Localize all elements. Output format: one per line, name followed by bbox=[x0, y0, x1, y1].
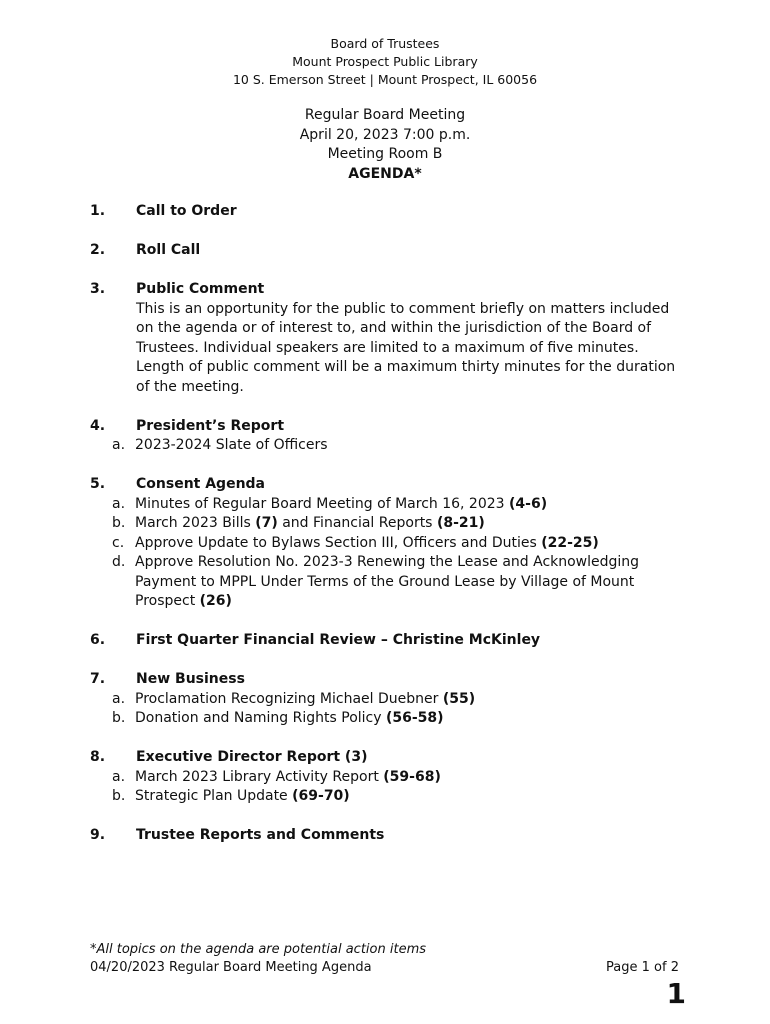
agenda-item bbox=[90, 475, 690, 612]
footer-page-of: Page 1 of 2 bbox=[606, 960, 679, 975]
agenda-item bbox=[90, 202, 690, 222]
agenda-item-title: Trustee Reports and Comments bbox=[136, 827, 385, 843]
subitem-text: Strategic Plan Update bbox=[135, 788, 293, 804]
agenda-item-number: 7. bbox=[90, 671, 106, 687]
subitem-letter: b. bbox=[112, 788, 126, 804]
subitem-text: March 2023 Bills bbox=[135, 515, 256, 531]
agenda-item-number: 1. bbox=[90, 203, 106, 219]
agenda-item-number: 8. bbox=[90, 749, 106, 765]
subitem-letter: b. bbox=[112, 710, 126, 726]
agenda-item-number: 3. bbox=[90, 281, 106, 297]
page-reference: (55) bbox=[442, 690, 476, 707]
subitem-text: Approve Resolution No. 2023-3 Renewing the Lease and Acknowledging Payment to MPPL Under Terms of the Ground Lease by Village of Mount Prospect bbox=[135, 554, 640, 609]
agenda-item-title: Roll Call bbox=[136, 242, 201, 258]
org-name: Board of Trustees bbox=[330, 36, 440, 51]
subitem-text: Approve Update to Bylaws Section III, Officers and Duties bbox=[135, 534, 542, 551]
subitem-text: Minutes of Regular Board Meeting of March 16, 2023 bbox=[135, 495, 510, 512]
agenda-item-number: 5. bbox=[90, 476, 106, 492]
page-number: 1 bbox=[666, 977, 686, 1010]
agenda-item-title: Consent Agenda bbox=[136, 476, 266, 492]
agenda-item-number: 6. bbox=[90, 632, 106, 648]
subitem-letter: a. bbox=[112, 690, 126, 707]
subitem-text: Donation and Naming Rights Policy bbox=[135, 710, 386, 726]
agenda-title: AGENDA* bbox=[348, 165, 422, 182]
agenda-item-title: Call to Order bbox=[136, 203, 237, 219]
agenda-item-number: 9. bbox=[90, 827, 106, 843]
document-header bbox=[0, 35, 770, 184]
agenda-subitem bbox=[90, 534, 690, 554]
subitem-letter: c. bbox=[112, 534, 125, 551]
subitem-letter: d. bbox=[112, 554, 126, 570]
page-reference: (7) bbox=[255, 515, 278, 531]
agenda-item bbox=[90, 241, 690, 261]
agenda-item bbox=[90, 670, 690, 729]
agenda-item-description: This is an opportunity for the public to comment briefly on matters included on the agenda or of interest to, and within the jurisdiction of the Board of Trustees. Individual speakers are limited to a maximum of five minutes. Length of public comment will be a maximum thirty minutes for the duration of the meeting. bbox=[136, 300, 676, 395]
agenda-item bbox=[90, 280, 690, 397]
agenda-item-title: Executive Director Report (3) bbox=[136, 749, 368, 765]
library-address: 10 S. Emerson Street | Mount Prospect, IL 60056 bbox=[232, 72, 538, 87]
agenda-item bbox=[90, 631, 690, 651]
agenda-item bbox=[90, 826, 690, 846]
footer-note: *All topics on the agenda are potential action items bbox=[90, 942, 427, 957]
page-reference: (56-58) bbox=[385, 710, 444, 726]
agenda-item-number: 2. bbox=[90, 242, 106, 258]
meeting-date-time: April 20, 2023 7:00 p.m. bbox=[299, 126, 471, 143]
page-reference: (26) bbox=[199, 593, 232, 609]
subitem-letter: a. bbox=[112, 495, 126, 512]
subitem-text: 2023-2024 Slate of Officers bbox=[135, 437, 328, 453]
agenda-item bbox=[90, 417, 690, 456]
agenda-item-title: President’s Report bbox=[136, 417, 285, 434]
agenda-item-title: Public Comment bbox=[136, 281, 265, 297]
agenda-item-title: New Business bbox=[136, 671, 245, 687]
subitem-letter: a. bbox=[112, 768, 126, 785]
library-name: Mount Prospect Public Library bbox=[292, 54, 478, 69]
agenda-item bbox=[90, 748, 690, 807]
page-reference: (4-6) bbox=[509, 495, 548, 512]
meeting-type: Regular Board Meeting bbox=[304, 107, 466, 123]
page-reference: (59-68) bbox=[383, 768, 441, 785]
agenda-subitem bbox=[90, 436, 690, 456]
subitem-letter: a. bbox=[112, 437, 126, 453]
subitem-text: and Financial Reports bbox=[277, 515, 437, 531]
page-reference: (69-70) bbox=[292, 788, 350, 804]
page-reference: (8-21) bbox=[436, 515, 485, 531]
agenda-subitem bbox=[90, 768, 690, 788]
agenda-subitem bbox=[90, 787, 690, 807]
subitem-text: March 2023 Library Activity Report bbox=[135, 768, 384, 785]
agenda-subitem bbox=[90, 495, 690, 515]
agenda-subitem bbox=[90, 553, 690, 612]
agenda-item-title: First Quarter Financial Review – Christine McKinley bbox=[136, 632, 541, 648]
footer-document-label: 04/20/2023 Regular Board Meeting Agenda bbox=[90, 960, 372, 975]
agenda-subitem bbox=[90, 709, 690, 729]
agenda-list bbox=[90, 202, 690, 865]
agenda-subitem bbox=[90, 514, 690, 534]
agenda-item-number: 4. bbox=[90, 417, 106, 434]
agenda-subitem bbox=[90, 690, 690, 710]
meeting-room: Meeting Room B bbox=[327, 146, 443, 162]
subitem-text: Proclamation Recognizing Michael Duebner bbox=[135, 690, 443, 707]
subitem-letter: b. bbox=[112, 515, 126, 531]
page-reference: (22-25) bbox=[541, 534, 599, 551]
